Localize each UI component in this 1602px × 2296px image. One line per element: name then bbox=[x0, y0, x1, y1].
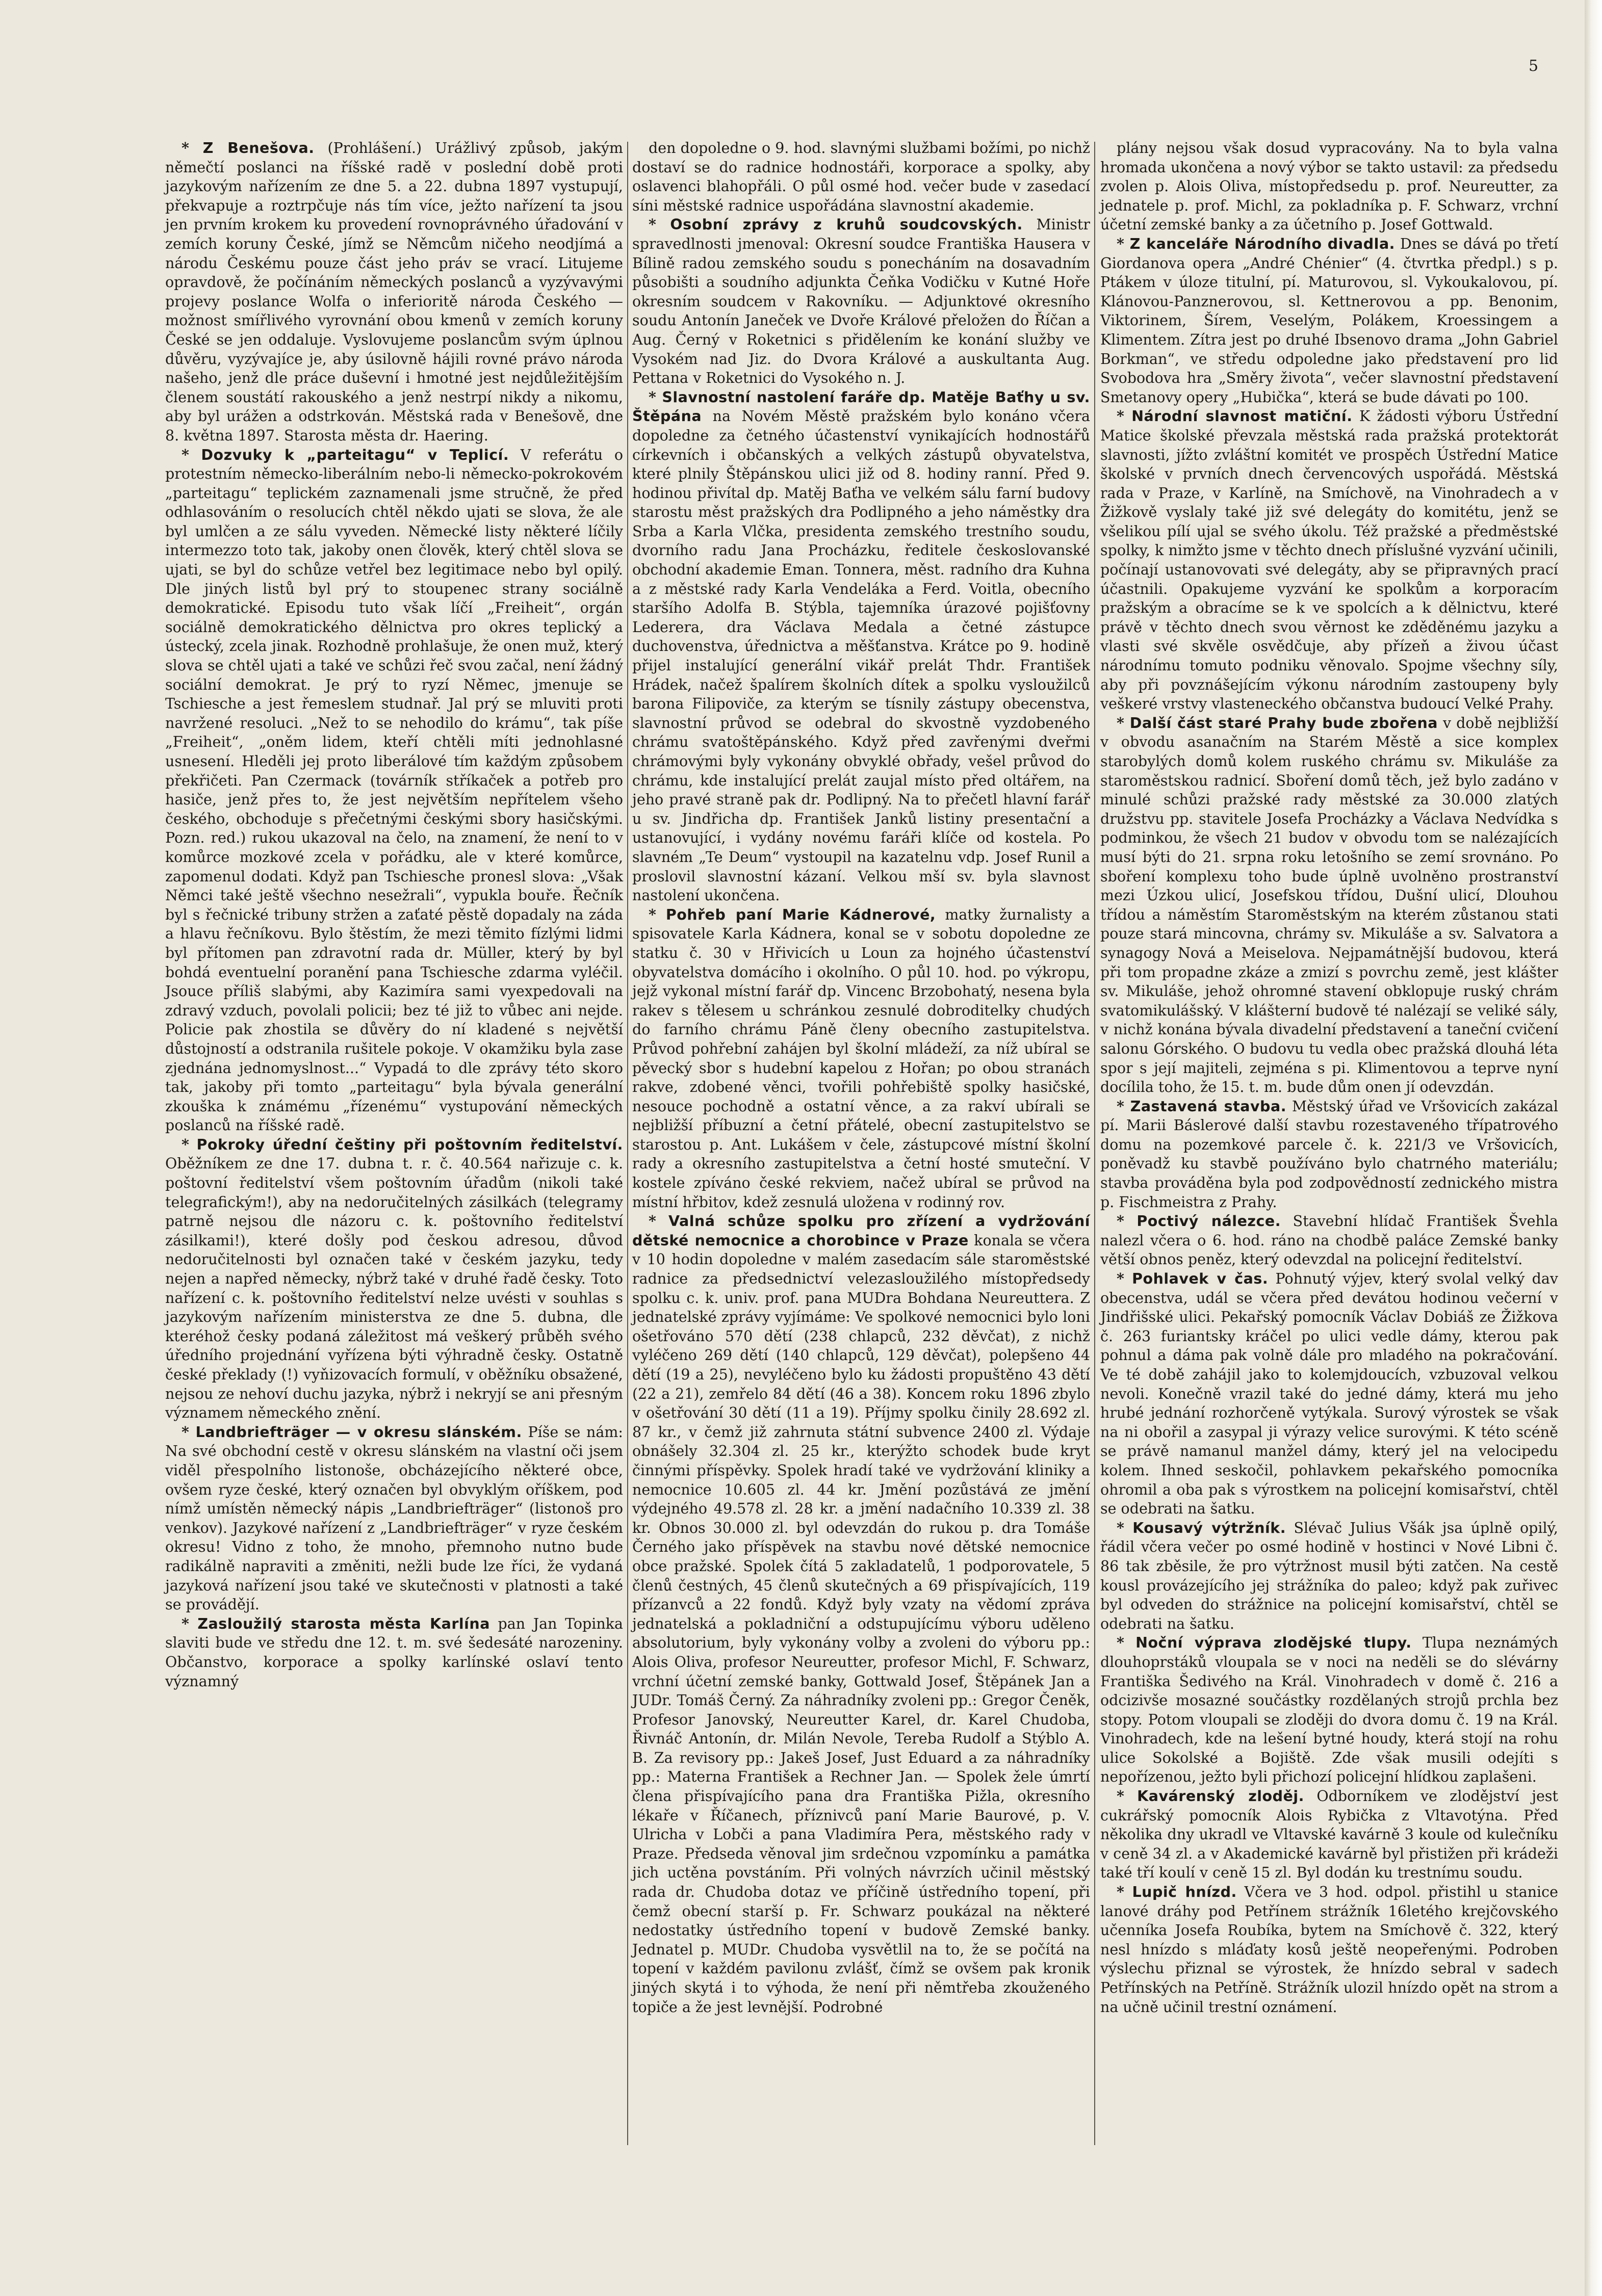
news-article bbox=[632, 215, 1090, 387]
asterisk-icon: * bbox=[649, 905, 666, 923]
article-headline: Noční výprava zlodějské tlupy. bbox=[1135, 1634, 1412, 1652]
article-paragraph bbox=[632, 1212, 1090, 2017]
asterisk-icon: * bbox=[182, 1135, 197, 1153]
article-paragraph bbox=[632, 139, 1090, 215]
asterisk-icon: * bbox=[182, 1614, 198, 1632]
article-text: K žádosti výboru Ústřední Matice školské převzala městská rada pražská protektorát slavnosti, jížto zvláštní komitét ve prospěch Ústřední Matice školské v prvních dnech červencových uspořádá. Městská rada v Praze, v Karlíně, na Smíchově, na Vinohradech a v Žižkově vyslaly také již své delegáty do komitétu, jenž se všelikou pílí ujal se svého úkolu. Též pražské a předměstské spolky, k nimžto jsme v těchto dnech příslušné vyzvání učinili, počínají ustanovovati své delegáty, aby se připravných prací účastnili. Opakujeme vyzvání ke spolkům a korporacím pražským a obracíme se k ve spolcích a k dělnictvu, které právě v těchto dnech svou věrnost ke zděděnému jazyku a vlasti své skvěle osvědčuje, aby přízeň a živou účast národnímu tomuto podniku věnovalo. Spojme všechny síly, aby při povznášejícím výkonu národním zastoupeny byly veškeré vrstvy vlasteneckého občanstva budoucí Velké Prahy. bbox=[1100, 408, 1558, 713]
article-headline: Pohřeb paní Marie Kádnerové, bbox=[665, 906, 936, 923]
news-article bbox=[1100, 407, 1558, 714]
article-text: v době nejbližší v obvodu asanačním na Starém Městě a sice komplex starobylých domů kolem ruského chrámu sv. Mikuláše za staroměstskou radnicí. Sboření domů těch, jež bylo zadáno v minulé schůzi pražské rady městské za 30.000 zlatých družstvu pp. stavitele Josefa Procházky a Václava Nedvídka s podminkou, že všech 21 budov v obvodu tom se nalézajících musí býti do 21. srpna roku letošního se zemí srovnáno. Po sboření komplexu toho bude úplně uvolněno prostranství mezi Úzkou ulicí, Josefskou třídou, Dušní ulicí, Dlouhou třídou a náměstím Staroměstským na kterém zůstanou stati pouze stará mincovna, chrámy sv. Mikuláše a sv. Salvatora a synagogy Nová a Meiselova. Nejpamátnější budovou, která při tom propadne zkáze a zmizí s povrchu země, jest klášter sv. Mikuláše, jehož ohromné stavení obklopuje ruský chrám svatomikulášský. V klášterní budově té nalézají se veliké sály, v nichž konána bývala divadelní představení a taneční cvičení salonu Górského. O budovu tu vedla obec pražská dlouhá léta spor s její majiteli, zejména s pi. Klimentovou a teprve nyní docílila toho, že 15. t. m. bude dům onen jí odevzdán. bbox=[1100, 714, 1558, 1096]
page-edge bbox=[1585, 0, 1602, 2296]
news-article bbox=[632, 905, 1090, 1212]
article-text: den dopoledne o 9. hod. slavnými službami božími, po nichž dostaví se do radnice hodnostáři, korporace a spolky, aby oslavenci blahopřáli. O půl osmé hod. večer bude v zasedací síni městské radnice uspořádána slavnostní akademie. bbox=[632, 140, 1090, 214]
article-headline: Národní slavnost matiční. bbox=[1131, 408, 1353, 425]
news-article bbox=[632, 139, 1090, 215]
article-headline: Dozvuky k „parteitagu“ v Teplicí. bbox=[201, 446, 509, 463]
article-paragraph bbox=[1100, 1633, 1558, 1787]
news-article bbox=[1100, 1212, 1558, 1269]
asterisk-icon: * bbox=[649, 388, 662, 406]
article-headline: Poctivý nálezce. bbox=[1136, 1213, 1281, 1230]
news-article bbox=[165, 1423, 623, 1614]
asterisk-icon: * bbox=[182, 446, 201, 463]
article-headline: Další část staré Prahy bude zbořena bbox=[1129, 714, 1438, 732]
page-number: 5 bbox=[1529, 57, 1539, 75]
article-text: Včera ve 3 hod. odpol. přistihl u stanice lanové dráhy pod Petřínem strážník 16letého krejčovského učenníka Josefa Roubíka, bytem na Smíchově č. 322, který nesl hnízdo s mláďaty kosů ještě neopeřenými. Podroben výslechu přiznal se výrostek, že hnízdo sebral v sadech Petřínských na Petříně. Strážník ulozil hnízdo opět na strom a na učně učinil trestní oznámení. bbox=[1100, 1884, 1558, 2016]
article-headline: Zasloužilý starosta města Karlína bbox=[197, 1615, 490, 1632]
news-article bbox=[1100, 714, 1558, 1097]
article-text: Slévač Julius Všák jsa úplně opilý, řádil včera večer po osmé hodině v hostinci v Nové Libni č. 86 tak zběsile, že pro výtržnost musil býti zatčen. Na cestě kousl provázejícího jej strážníka do paleo; když pak zuřivec byl odveden do strážnice na policejní komisařství, chtěl se odebrati na šatku. bbox=[1100, 1519, 1558, 1632]
article-text: matky žurnalisty a spisovatele Karla Kádnera, konal se v sobotu dopoledne ze statku č. 30 v Hřivicích u Loun za hojného účastenství obyvatelstva domácího i okolního. O půl 10. hod. po výkropu, jejž vykonal místní farář dp. Vincenc Brzobohatý, nesena byla rakev s tělesem u schránkou zesnulé dobroditelky chudých do farního chrámu Páně členy obecního zastupitelstva. Průvod pohřební zahájen byl školní mládeží, za níž ubíral se pěvecký sbor s hudební kapelou z Hořan; po obou stranách rakve, zdobené věnci, tvořili pohřebiště spolky hasičské, nesouce pochodně a ostatní věnce, a za rakví ubírali se nejbližší příbuzní a četní přátelé, obecní zastupitelstvo se starostou p. Ant. Lukášem v čele, zástupcové místní školní rady a okresního zastupitelstva a četní hosté smuteční. V kostele zpíváno české rekviem, načež ubíral se průvod na místní hřbitov, kdež zesnulá uložena v rodinný rov. bbox=[632, 906, 1091, 1211]
article-headline: Slavnostní nastolení faráře dp. Matěje Baťhy u sv. Štěpána bbox=[632, 388, 1090, 425]
column-3 bbox=[1094, 139, 1563, 2229]
article-headline: Lupič hnízd. bbox=[1132, 1884, 1237, 1901]
article-paragraph bbox=[1100, 1787, 1558, 1883]
news-article bbox=[632, 388, 1090, 905]
news-article bbox=[632, 1212, 1090, 2017]
asterisk-icon: * bbox=[1117, 234, 1130, 252]
article-paragraph bbox=[1100, 1883, 1558, 2017]
news-article bbox=[165, 446, 623, 1135]
asterisk-icon: * bbox=[1117, 1883, 1132, 1901]
article-text: konala se včera v 10 hodin dopoledne v malém zasedacím sále staroměstské radnice za předsednictví velezasloužilého místopředsedy spolku c. k. univ. prof. pana MUDra Bohdana Neureuttera. Z jednatelské zprávy vyjímáme: Ve spolkové nemocnici bylo loni ošetřováno 570 dětí (238 chlapců, 232 děvčat), z nichž vyléčeno 269 dětí (140 chlapců, 129 děvčat), polepšeno 44 dětí (19 a 25), nevyléčeno bylo ku žádosti propuštěno 43 dětí (22 a 21), zemřelo 84 dětí (46 a 38). Koncem roku 1896 zbylo v ošetřování 30 dětí (11 a 19). Příjmy spolku činily 28.692 zl. 87 kr., v čemž již zahrnuta státní subvence 2400 zl. Výdaje obnášely 32.304 zl. 25 kr., kterýžto schodek bude kryt činnými příspěvky. Spolek hradí také ve vydržování kliniky a nemocnice 10.605 zl. 44 kr. Jmění pozůstává ze jmění výdejného 49.578 zl. 28 kr. a jmění nadačního 10.339 zl. 38 kr. Obnos 30.000 zl. byl odevzdán do rukou p. dra Tomáše Černého jako příspěvek na stavbu nové dětské nemocnice obce pražské. Spolek čítá 5 zakladatelů, 1 podporovatele, 5 členů čestných, 45 členů skutečných a 69 přispívajících, 119 přízanvců a 22 fondů. Když byly vzaty na vědomí zpráva jednatelská a pokladniční a odstupujícímu výboru uděleno absolutorium, byly vykonány volby a zvoleni do výboru pp.: Alois Oliva, profesor Neureutter, profesor Michl, F. Schwarz, vrchní účetní zemské banky, Gottwald Josef, Štěpánek Jan a JUDr. Tomáš Černý. Za náhradníky zvoleni pp.: Gregor Čeněk, Profesor Janovský, Neureutter Karel, dr. Karel Chudoba, Řivnáč Antonín, dr. Milán Nevole, Tereba Rudolf a Stýblo A. B. Za revisory pp.: Jakeš Josef, Just Eduard a za náhradníky pp.: Materna František a Rechner Jan. — Spolek žele úmrtí člena přispívajícího pana dra Františka Pižla, okresního lékaře v Říčanech, příznivců paní Marie Baurové, p. V. Ulricha v Lobči a pana Vladimíra Pera, městského rady v Praze. Předseda věnoval jim srdečnou vzpomínku a památka jich uctěna povstáním. Při volných návrzích učinil městský rada dr. Chudoba dotaz ve příčině ústředního topení, při čemž obecní starší p. Fr. Schwarz poukázal na některé nedostatky ústředního topení v budově Zemské banky. Jednatel p. MUDr. Chudoba vysvětlil na to, že se počítá na topení v každém pavilonu zvlášť, čímž se ovšem pak kronik jiných skytá i to výhoda, že není při němtřeba zkouženého topiče a že jest levnější. Podrobné bbox=[632, 1232, 1090, 2016]
article-headline: Kavárenský zloděj. bbox=[1137, 1788, 1304, 1805]
article-text: Pohnutý výjev, který svolal velký dav obecenstva, udál se včera před devátou hodinou večerní v Jindřišské ulici. Pekařský pomocník Václav Dobiáš ze Žižkova č. 263 furiantsky kráčel po ulici vedle dámy, kterou pak pohnul a dáma pak volně dále pro mladého na pokračování. Ve té době zahájil jako to kolemjdoucích, vzbuzoval velkou nevoli. Konečně vrazil také do jedné dámy, která mu jeho hrubé jednání rozhorčeně vytýkala. Surový výrostek se však na ni obořil a zasypal ji výrazy velice surovými. K této scéně se právě namanul manžel dámy, který jel na velocipedu kolem. Ihned seskočil, pohlavkem pekařského pomocníka ohromil a oba pak s výrostkem na policejní komisařství, chtěl se odebrati na šatku. bbox=[1100, 1270, 1558, 1518]
article-text: plány nejsou však dosud vypracovány. Na to byla valna hromada ukončena a nový výbor se takto ustavil: za předsedu zvolen p. Alois Oliva, místopředsedu p. prof. Neureutter, za jednatele p. prof. Michl, za pokladníka p. F. Schwarz, vrchní účetní zemské banky a za účetního p. Josef Gottwald. bbox=[1100, 140, 1558, 233]
news-article bbox=[1100, 234, 1558, 407]
article-headline: Pohlavek v čas. bbox=[1132, 1270, 1269, 1288]
article-paragraph bbox=[1100, 234, 1558, 407]
article-text: Píše se nám: Na své obchodní cestě v okresu slánském na vlastní oči jsem viděl přespolního listonoše, obcházejícího některé obce, ovšem ryze české, který označen byl obvyklým oříškem, pod nímž umístěn německý nápis „Landbriefträger“ (listonoš pro venkov). Jazykové nařízení z „Landbriefträger“ v ryze českém okresu! Vidno z toho, že mnoho, přemnoho nutno bude radikálně napraviti a změniti, nežli bude lze říci, že vydaná jazyková nařízení jsou také ve skutečnosti v platnosti a také se provádějí. bbox=[165, 1423, 624, 1613]
article-headline: Z kanceláře Národního divadla. bbox=[1129, 235, 1396, 252]
article-headline: Pokroky úřední češtiny při poštovním ředitelství. bbox=[196, 1136, 624, 1153]
article-text: Oběžníkem ze dne 17. dubna t. r. č. 40.564 nařizuje c. k. poštovní ředitelství všem poštovním úřadům (nikoli také telegrafickým!), aby na nedoručitelných zásilkách (telegramy patrně nejsou dle názoru c. k. poštovního ředitelství zásilkami!), které došly pod českou adresou, důvod nedoručitelnosti byl označen také v českém jazyku, tedy nejen a napřed německy, nýbrž také v druhé řadě česky. Toto nařízení c. k. poštovního ředitelství nelze uvésti v souhlas s jazykovým nařízením ministerstva ze dne 5. dubna, dle kteréhož česky podaná záležitost má veškerý průběh svého úředního projednání vyřízena býti výhradně česky. Ostatně české překlady (!) vyňizovacích formulí, v oběžníku obsažené, nejsou ze nehoví duchu jazyka, nýbrž i nekryjí se ani přesným významem německého znění. bbox=[165, 1155, 623, 1422]
article-text: Dnes se dává po třetí Giordanova opera „André Chénier“ (4. čtvrtka předpl.) s p. Ptákem v úloze titulní, pí. Maturovou, sl. Vykoukalovou, pí. Klánovou-Panznerovou, sl. Kettnerovou a pp. Benonim, Viktorinem, Šírem, Veselým, Polákem, Kroessingem a Klimentem. Zítra jest po druhé Ibsenovo drama „John Gabriel Borkman“, ve středu odpoledne jako představení pro lid Svobodova hra „Směry života“, večer slavnostní představení Smetanovy opery „Hubička“, která se bude dávati po 100. bbox=[1100, 235, 1559, 406]
asterisk-icon: * bbox=[1117, 1519, 1133, 1536]
news-article bbox=[1100, 1787, 1558, 1883]
article-headline: Kousavý výtržník. bbox=[1132, 1519, 1286, 1536]
article-text: Urážlivý způsob, jakým němečtí poslanci na říšské radě v poslední době proti jazykovým nařízením ze dne 5. a 22. dubna 1897 vystupují, překvapuje a roztrpčuje nás tím více, ježto nařízení ta jsou jen prvním krokem ku provedení rovnoprávného úřadování v zemích koruny České, jímž se Němcům ničeho neodjímá a národu Českému pouze část jeho práv se vrací. Litujeme opravdově, že počínáním německých poslanců a vyzývavými projevy poslance Wolfa o inferioritě národa Českého — možnost smířlivého vyrovnání obou kmenů v zemích koruny České se jen oddaluje. Vyslovujeme poslancům svým úplnou důvěru, vyzývajíce je, aby úsilovně hájili rovné právo národa našeho, jenž dle práce duševní i hmotné jest nejdůležitějším členem soustátí rakouského a jenž nestrpí nikdy a nikomu, aby byl urážen a odstrkován. Městská rada v Benešově, dne 8. května 1897. Starosta města dr. Haering. bbox=[165, 140, 623, 444]
asterisk-icon: * bbox=[649, 216, 670, 233]
news-article bbox=[1100, 1269, 1558, 1519]
asterisk-icon: * bbox=[182, 139, 203, 156]
news-article bbox=[165, 1614, 623, 1691]
article-paragraph bbox=[165, 139, 623, 446]
news-article bbox=[1100, 139, 1558, 234]
article-paragraph bbox=[632, 215, 1090, 387]
article-headline: Valná schůze spolku pro zřízení a vydržování dětské nemocnice a chorobince v Praze bbox=[632, 1213, 1091, 1249]
news-article bbox=[165, 1135, 623, 1423]
article-paragraph bbox=[1100, 1269, 1558, 1519]
asterisk-icon: * bbox=[1117, 714, 1130, 732]
article-paragraph bbox=[165, 1135, 623, 1423]
article-text: Městský úřad ve Vršovicích zakázal pí. Marii Báslerové další stavbu rozestaveného třípatrového domu na pozemkové parcele č. k. 221/3 ve Vršovicích, poněvadž ku stavbě používáno bylo chatrného materiálu; stavba prováděna byla pod zodpovědností zednického mistra p. Fischmeistra z Prahy. bbox=[1100, 1098, 1559, 1211]
news-article bbox=[1100, 1883, 1558, 2017]
article-text: Odborníkem ve zlodějství jest cukrářský pomocník Alois Rybička z Vltavotýna. Před několika dny ukradl ve Vltavské kavárně 3 koule od kulečníku v ceně 34 zl. a v Akademické kavárně byl přistižen při krádeži také tří koulí v ceně 15 zl. Byl dodán ku trestnímu soudu. bbox=[1100, 1788, 1558, 1882]
article-text: Ministr spravedlnosti jmenoval: Okresní soudce Františka Hausera v Bílině radou zemského soudu s ponecháním na dosavadním působišti a soudního adjunkta Čeňka Vodičku v Kutné Hoře okresním soudcem v Rakovníku. — Adjunktové okresního soudu Antonín Janeček ve Dvoře Králové přeložen do Říčan a Aug. Černý v Roketnici s přidělením ke konání služby ve Vysokém nad Jiz. do Dvora Králové a auskultanta Aug. Pettana v Roketnici do Vysokého n. J. bbox=[632, 216, 1091, 387]
news-article bbox=[1100, 1097, 1558, 1212]
article-paragraph bbox=[165, 446, 623, 1135]
article-text: na Novém Městě pražském bylo konáno včera dopoledne za četného účastenství vynikajících hodnostářů církevních i občanských a velkých zástupů obyvatelstva, které plnily Štěpánskou ulici již od 8. hodiny ranní. Před 9. hodinou přivítal dp. Matěj Baťha ve velkém sálu farní budovy starostu měst pražských dra Podlipného a jeho náměstky dra Srba a Karla Vlčka, presidenta zemského trestního soudu, dvorního radu Jana Procházku, ředitele českoslovanské obchodní akademie Eman. Tonnera, měst. radního dra Kuhna a z městské rady Karla Vendeláka a Ferd. Voitla, obecního staršího Adolfa B. Stýbla, tajemníka úrazové pojišťovny Lederera, dra Václava Medala a četné zástupce duchovenstva, úřednictva a měšťanstva. Krátce po 9. hodině přijel instalující generální vikář prelát Thdr. František Hrádek, načež špalírem školních dítek a spolku vysloužilců barona Filipoviče, za kterým se tísnily zástupy obecenstva, slavnostní průvod se odebral do skvostně vyzdobeného chrámu svatoštěpánského. Když před zavřenými dveřmi chrámovými byly vykonány obvyklé obřady, vešel průvod do chrámu, kde instalující prelát zaujal místo před oltářem, na jeho pravé straně pak dr. Podlipný. Na to přečetl hlavní farář u sv. Jindřicha dp. František Janků listiny presentační a ustanovující, i vydány novému faráři klíče od kostela. Po slavném „Te Deum“ vystoupil na kazatelnu vdp. Josef Runil a proslovil slavnostní kázaní. Velkou mší sv. byla slavnost nastolení ukončena. bbox=[632, 408, 1090, 904]
article-paragraph bbox=[632, 388, 1090, 905]
article-paragraph bbox=[1100, 714, 1558, 1097]
article-text: Stavební hlídač František Švehla nalezl včera o 6. hod. ráno na chodbě paláce Zemské banky větší obnos peněz, který odevzdal na policejní ředitelství. bbox=[1100, 1213, 1558, 1268]
article-paragraph bbox=[165, 1423, 623, 1614]
news-article bbox=[1100, 1519, 1558, 1634]
asterisk-icon: * bbox=[1117, 407, 1132, 425]
asterisk-icon: * bbox=[1117, 1634, 1136, 1652]
article-lead: (Prohlášení.) bbox=[327, 140, 422, 156]
asterisk-icon: * bbox=[1117, 1270, 1132, 1288]
article-headline: Landbriefträger — v okresu slánském. bbox=[195, 1423, 522, 1441]
article-text: V referátu o protestním německo-liberálním nebo-li německo-pokrokovém „parteitagu“ teplickém zaznamenali jsme stručně, že před odhlasováním o resolucích chtěl někdo ujati se slova, že ale byl umlčen a ze sálu vyveden. Německé listy některé líčily intermezzo toto tak, jakoby onen člověk, který chtěl slova se ujati, se byl do schůze vetřel bez legitimace nebo byl opilý. Dle jiných listů byl prý to stoupenec strany sociálně demokratické. Episodu tuto však líčí „Freiheit“, orgán sociálně demokratického dělnictva pro okres teplický a ústecký, zcela jinak. Rozhodně prohlašuje, že onen muž, který slova se chtěl ujati a také ve schůzi řeč svou začal, není žádný sociální demokrat. Je prý to ryzí Němec, jmenuje se Tschiesche a jest řemeslem studnař. Jal prý se mluviti proti navržené resoluci. „Než to se nehodilo do krámu“, tak píše „Freiheit“, „oněm lidem, kteří chtěli míti jednohlasné usnesení. Hleděli jej proto liberálové tím každým způsobem překřičeti. Pan Czermack (továrník stříkaček a potřeb pro hasiče, jenž přes to, že jest největším nepřítelem všeho českého, obchoduje s přečetnými českými sbory hasičskými. Pozn. red.) rukou ukazoval na čelo, na znamení, že není to v komůrce mozkové zcela v pořádku, ale v které komůrce, zapomenul dodati. Když pan Tschiesche pronesl slova: „Však Němci také ještě všechno nesežrali“, vypukla bouře. Řečník byl s řečnické tribuny stržen a zaťaté pěstě dopadaly na záda a hlavu řečníkovu. Bylo štěstím, že mezi těmito fízlými lidmi byl přítomen pan zdravotní rada dr. Müller, který by byl bohdá eventuelní poranění pana Tschiesche zdarma vyléčil. Jsouce příliš slabými, aby Kazimíra sami vyexpedovali na zdravý vzduch, povolali policii; bez té již to vůbec ani nejde. Policie pak zhostila se důvěry do ní kladené s největší důstojností a odstranila rušitele pokoje. V okamžiku byla zase zjednána jednomyslnost...“ Vypadá to dle zprávy této skoro tak, jakoby při tomto „parteitagu“ byla bývala generální zkouška k známému „řízenému“ vystupování německých poslanců na říšské radě. bbox=[165, 446, 624, 1134]
article-headline: Osobní zprávy z kruhů soudcovských. bbox=[670, 216, 1023, 233]
news-article bbox=[165, 139, 623, 446]
article-paragraph bbox=[1100, 1097, 1558, 1212]
news-article bbox=[1100, 1633, 1558, 1787]
article-headline: Zastavená stavba. bbox=[1130, 1098, 1287, 1115]
asterisk-icon: * bbox=[649, 1212, 668, 1230]
asterisk-icon: * bbox=[182, 1423, 196, 1441]
article-paragraph bbox=[165, 1614, 623, 1691]
article-paragraph bbox=[632, 905, 1090, 1212]
asterisk-icon: * bbox=[1117, 1212, 1137, 1230]
article-text: pan Jan Topinka slaviti bude ve středu dne 12. t. m. své šedesáté narozeniny. Občanstvo, korporace a spolky karlínské oslaví tento významný bbox=[165, 1615, 624, 1690]
article-paragraph bbox=[1100, 1212, 1558, 1269]
asterisk-icon: * bbox=[1117, 1097, 1130, 1115]
article-paragraph bbox=[1100, 139, 1558, 234]
article-paragraph bbox=[1100, 1519, 1558, 1634]
article-headline: Z Benešova. bbox=[202, 140, 315, 156]
asterisk-icon: * bbox=[1117, 1787, 1138, 1805]
column-1 bbox=[159, 139, 628, 2229]
column-2 bbox=[626, 139, 1095, 2229]
article-paragraph bbox=[1100, 407, 1558, 714]
article-text: Tlupa neznámých dlouhoprstáků vloupala se v noci na neděli se do slévárny Františka Šedivého na Král. Vinohradech v domě č. 216 a odcizivše mosazné součástky rozdělaných strojů prchla bez stopy. Potom vloupali se zloději do dvora domu č. 19 na Král. Vinohradech, kde na lešení bytné houdy, která stojí na rohu ulice Sokolské a Bojiště. Zde však musili odejíti s nepořízenou, ježto byli přichozí policejní hlídkou zaplašeni. bbox=[1100, 1634, 1559, 1786]
